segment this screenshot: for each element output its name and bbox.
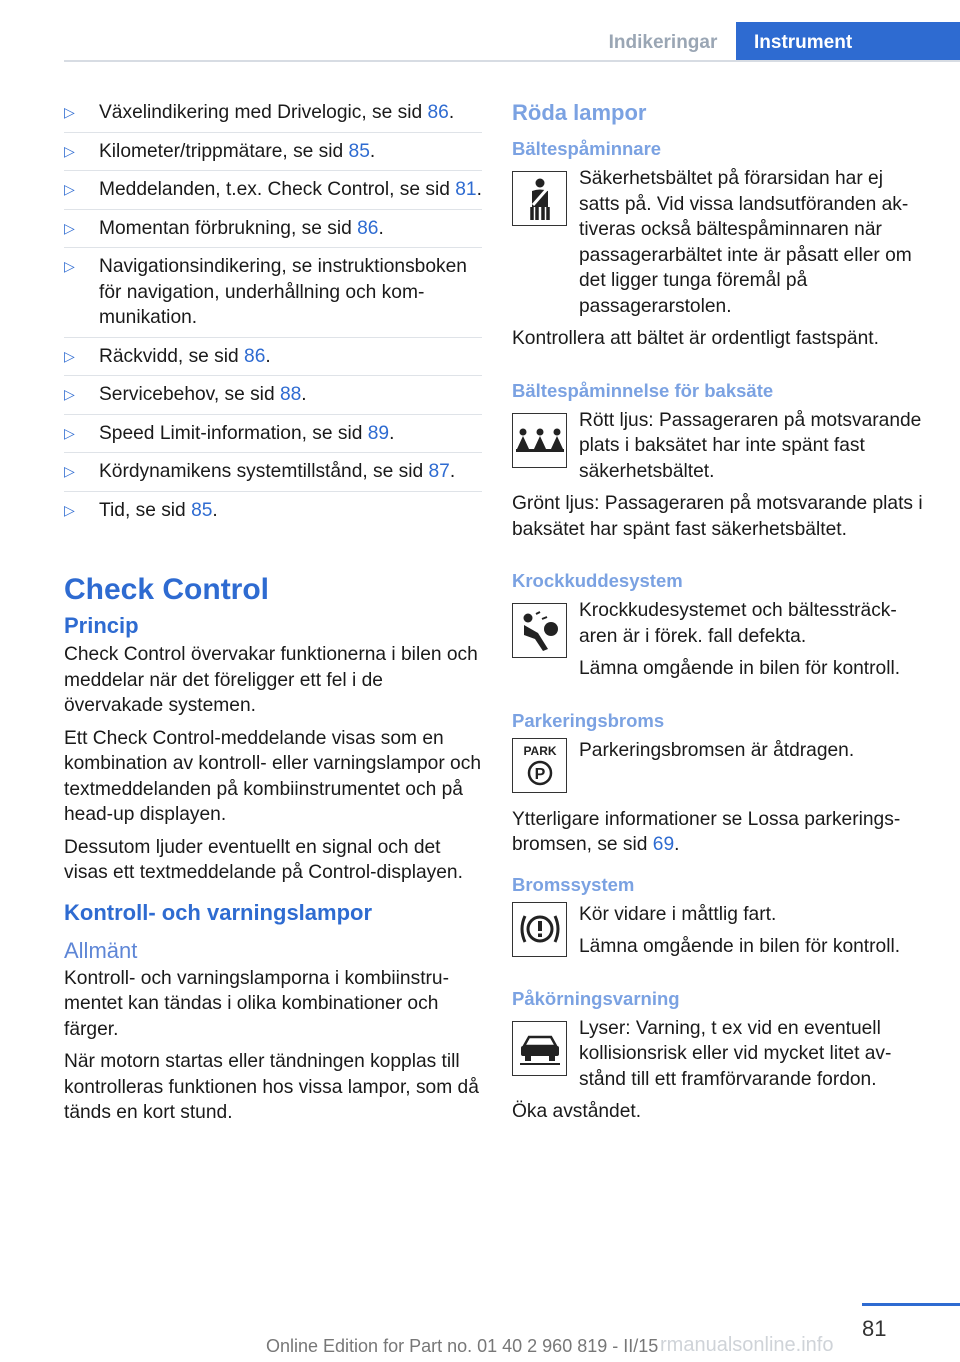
list-item: ▷ Meddelanden, t.ex. Check Control, se sid 81. <box>64 177 482 210</box>
paragraph: Check Control övervakar funktionerna i bilen och meddelar när det föreligger ett fel i de övervakade systemen. <box>64 644 478 716</box>
list-item: ▷ Speed Limit-information, se sid 89. <box>64 421 482 454</box>
brake-action: Lämna omgående in bilen för kontroll. <box>579 936 901 957</box>
triangle-bullet-icon: ▷ <box>64 181 75 197</box>
page-link[interactable]: 87 <box>428 461 450 482</box>
page-link[interactable]: 89 <box>367 422 390 444</box>
list-item: ▷ Räckvidd, se sid 86. <box>64 344 482 377</box>
edition-note: Online Edition for Part no. 01 40 2 960 819 - II/15 <box>266 1336 659 1356</box>
paragraph: Kontrollera att bältet är ordentligt fastspänt. <box>512 328 879 349</box>
list-item: ▷ Kilometer/trippmätare, se sid 85. <box>64 139 482 172</box>
tab-instrument[interactable]: Instrument <box>736 22 960 62</box>
list-item: ▷ Navigationsindikering, se instruktionsboken för navigation, underhållning och kommunikation. <box>64 254 482 338</box>
watermark: rmanualsonline.info <box>660 1334 834 1356</box>
right-column <box>512 100 928 1132</box>
paragraph: Öka avståndet. <box>512 1101 642 1122</box>
heading-allmant: Allmänt <box>64 937 138 963</box>
display-items-list <box>64 100 482 529</box>
triangle-bullet-icon: ▷ <box>64 104 75 120</box>
svg-text:PARK: PARK <box>522 744 557 758</box>
heading-collision-warning: Påkörningsvarning <box>512 987 680 1009</box>
rear-seatbelt-icon <box>512 413 567 468</box>
page-link[interactable]: 86 <box>427 102 449 123</box>
svg-text:P: P <box>534 766 545 783</box>
triangle-bullet-icon: ▷ <box>64 142 75 159</box>
page-number: 81 <box>862 1316 887 1341</box>
triangle-bullet-icon: ▷ <box>64 219 75 236</box>
triangle-bullet-icon: ▷ <box>64 424 75 441</box>
paragraph: Grönt ljus: Passageraren på motsvarande plats i baksätet har spänt fast säkerhetsbältet. <box>512 493 923 540</box>
triangle-bullet-icon: ▷ <box>64 463 75 479</box>
list-item: ▷ Servicebehov, se sid 88. <box>64 382 482 415</box>
list-item: ▷ Momentan förbrukning, se sid 86. <box>64 216 482 249</box>
triangle-bullet-icon: ▷ <box>64 258 75 274</box>
paragraph: När motorn startas eller tändningen kopplas till kontrolleras funktionen hos vissa lampor, som då tänds en kort stund. <box>64 1051 479 1123</box>
page-link[interactable]: 86 <box>244 345 266 367</box>
list-item: ▷ Tid, se sid 85. <box>64 498 482 530</box>
heading-brake-system: Bromssystem <box>512 873 635 895</box>
brake-block: Kör vidare i måttlig fart. <box>512 902 928 928</box>
footer-divider <box>862 1303 960 1306</box>
page-link[interactable]: 85 <box>348 140 370 162</box>
left-column <box>64 100 482 1133</box>
paragraph: Dessutom ljuder eventuellt en signal och det visas ett textmeddelande på Control-displayen. <box>64 836 463 883</box>
triangle-bullet-icon: ▷ <box>64 501 75 518</box>
paragraph: Kontroll- och varningslamporna i kombiinstrumentet kan tändas i olika kombinationer och färger. <box>64 967 449 1040</box>
heading-rear-belt-reminder: Bältespåminnelse för baksäte <box>512 379 774 401</box>
heading-airbag: Krockkuddesystem <box>512 570 683 591</box>
airbag-block: Krockkudesystemet och bältessträckaren är i förek. fall defekta. <box>512 598 928 649</box>
airbag-action: Lämna omgående in bilen för kontroll. <box>579 658 901 679</box>
page-link[interactable]: 81 <box>455 179 477 200</box>
section-title-check-control: Check Control <box>64 573 270 606</box>
heading-baltespaminnare: Bältespåminnare <box>512 138 662 159</box>
airbag-icon <box>512 603 567 658</box>
belt-reminder-block: Säkerhetsbältet på förarsidan har ej satts på. Vid vissa landsutföranden aktiveras också bältespåminnaren när passagerarbältet inte är påsatt eller om det ligger tunga föremål på passagerarstolen. <box>512 166 928 319</box>
rear-belt-block: Rött ljus: Passageraren på motsvarande plats i baksätet har inte spänt fast säkerhetsbältet. <box>512 408 928 485</box>
paragraph: Ett Check Control-meddelande visas som en kombination av kontroll- eller varningslampor och textmeddelanden på kombiinstrumentet och på head-up displayen. <box>64 727 481 825</box>
collision-block: Lyser: Varning, t ex vid en eventuell kollisionsrisk eller vid mycket litet avstånd till ett framförvarande fordon. <box>512 1016 928 1093</box>
heading-princip: Princip <box>64 613 139 638</box>
tab-indikeringar[interactable]: Indikeringar <box>608 32 718 53</box>
heading-parking-brake: Parkeringsbroms <box>512 709 665 731</box>
paragraph: Ytterligare informationer se Lossa parkeringsbromsen, se sid 69. <box>512 808 901 855</box>
list-item: ▷ Växelindikering med Drivelogic, se sid 86. <box>64 100 482 133</box>
seatbelt-icon <box>512 171 567 226</box>
collision-warning-icon <box>512 1021 567 1076</box>
heading-roda-lampor: Röda lampor <box>512 100 647 125</box>
parking-brake-block: PARK P Parkeringsbromsen är åtdragen. <box>512 738 928 800</box>
page-link[interactable]: 69 <box>652 834 675 855</box>
list-item: ▷ Kördynamikens systemtillstånd, se sid 87. <box>64 459 482 492</box>
page-link[interactable]: 85 <box>191 499 213 521</box>
heading-lampor: Kontroll- och varningslampor <box>64 899 373 925</box>
parking-brake-icon <box>512 738 567 793</box>
triangle-bullet-icon: ▷ <box>64 347 75 364</box>
triangle-bullet-icon: ▷ <box>64 386 75 402</box>
page-link[interactable]: 86 <box>357 217 379 239</box>
header-divider <box>64 60 960 62</box>
page-link[interactable]: 88 <box>279 384 302 405</box>
